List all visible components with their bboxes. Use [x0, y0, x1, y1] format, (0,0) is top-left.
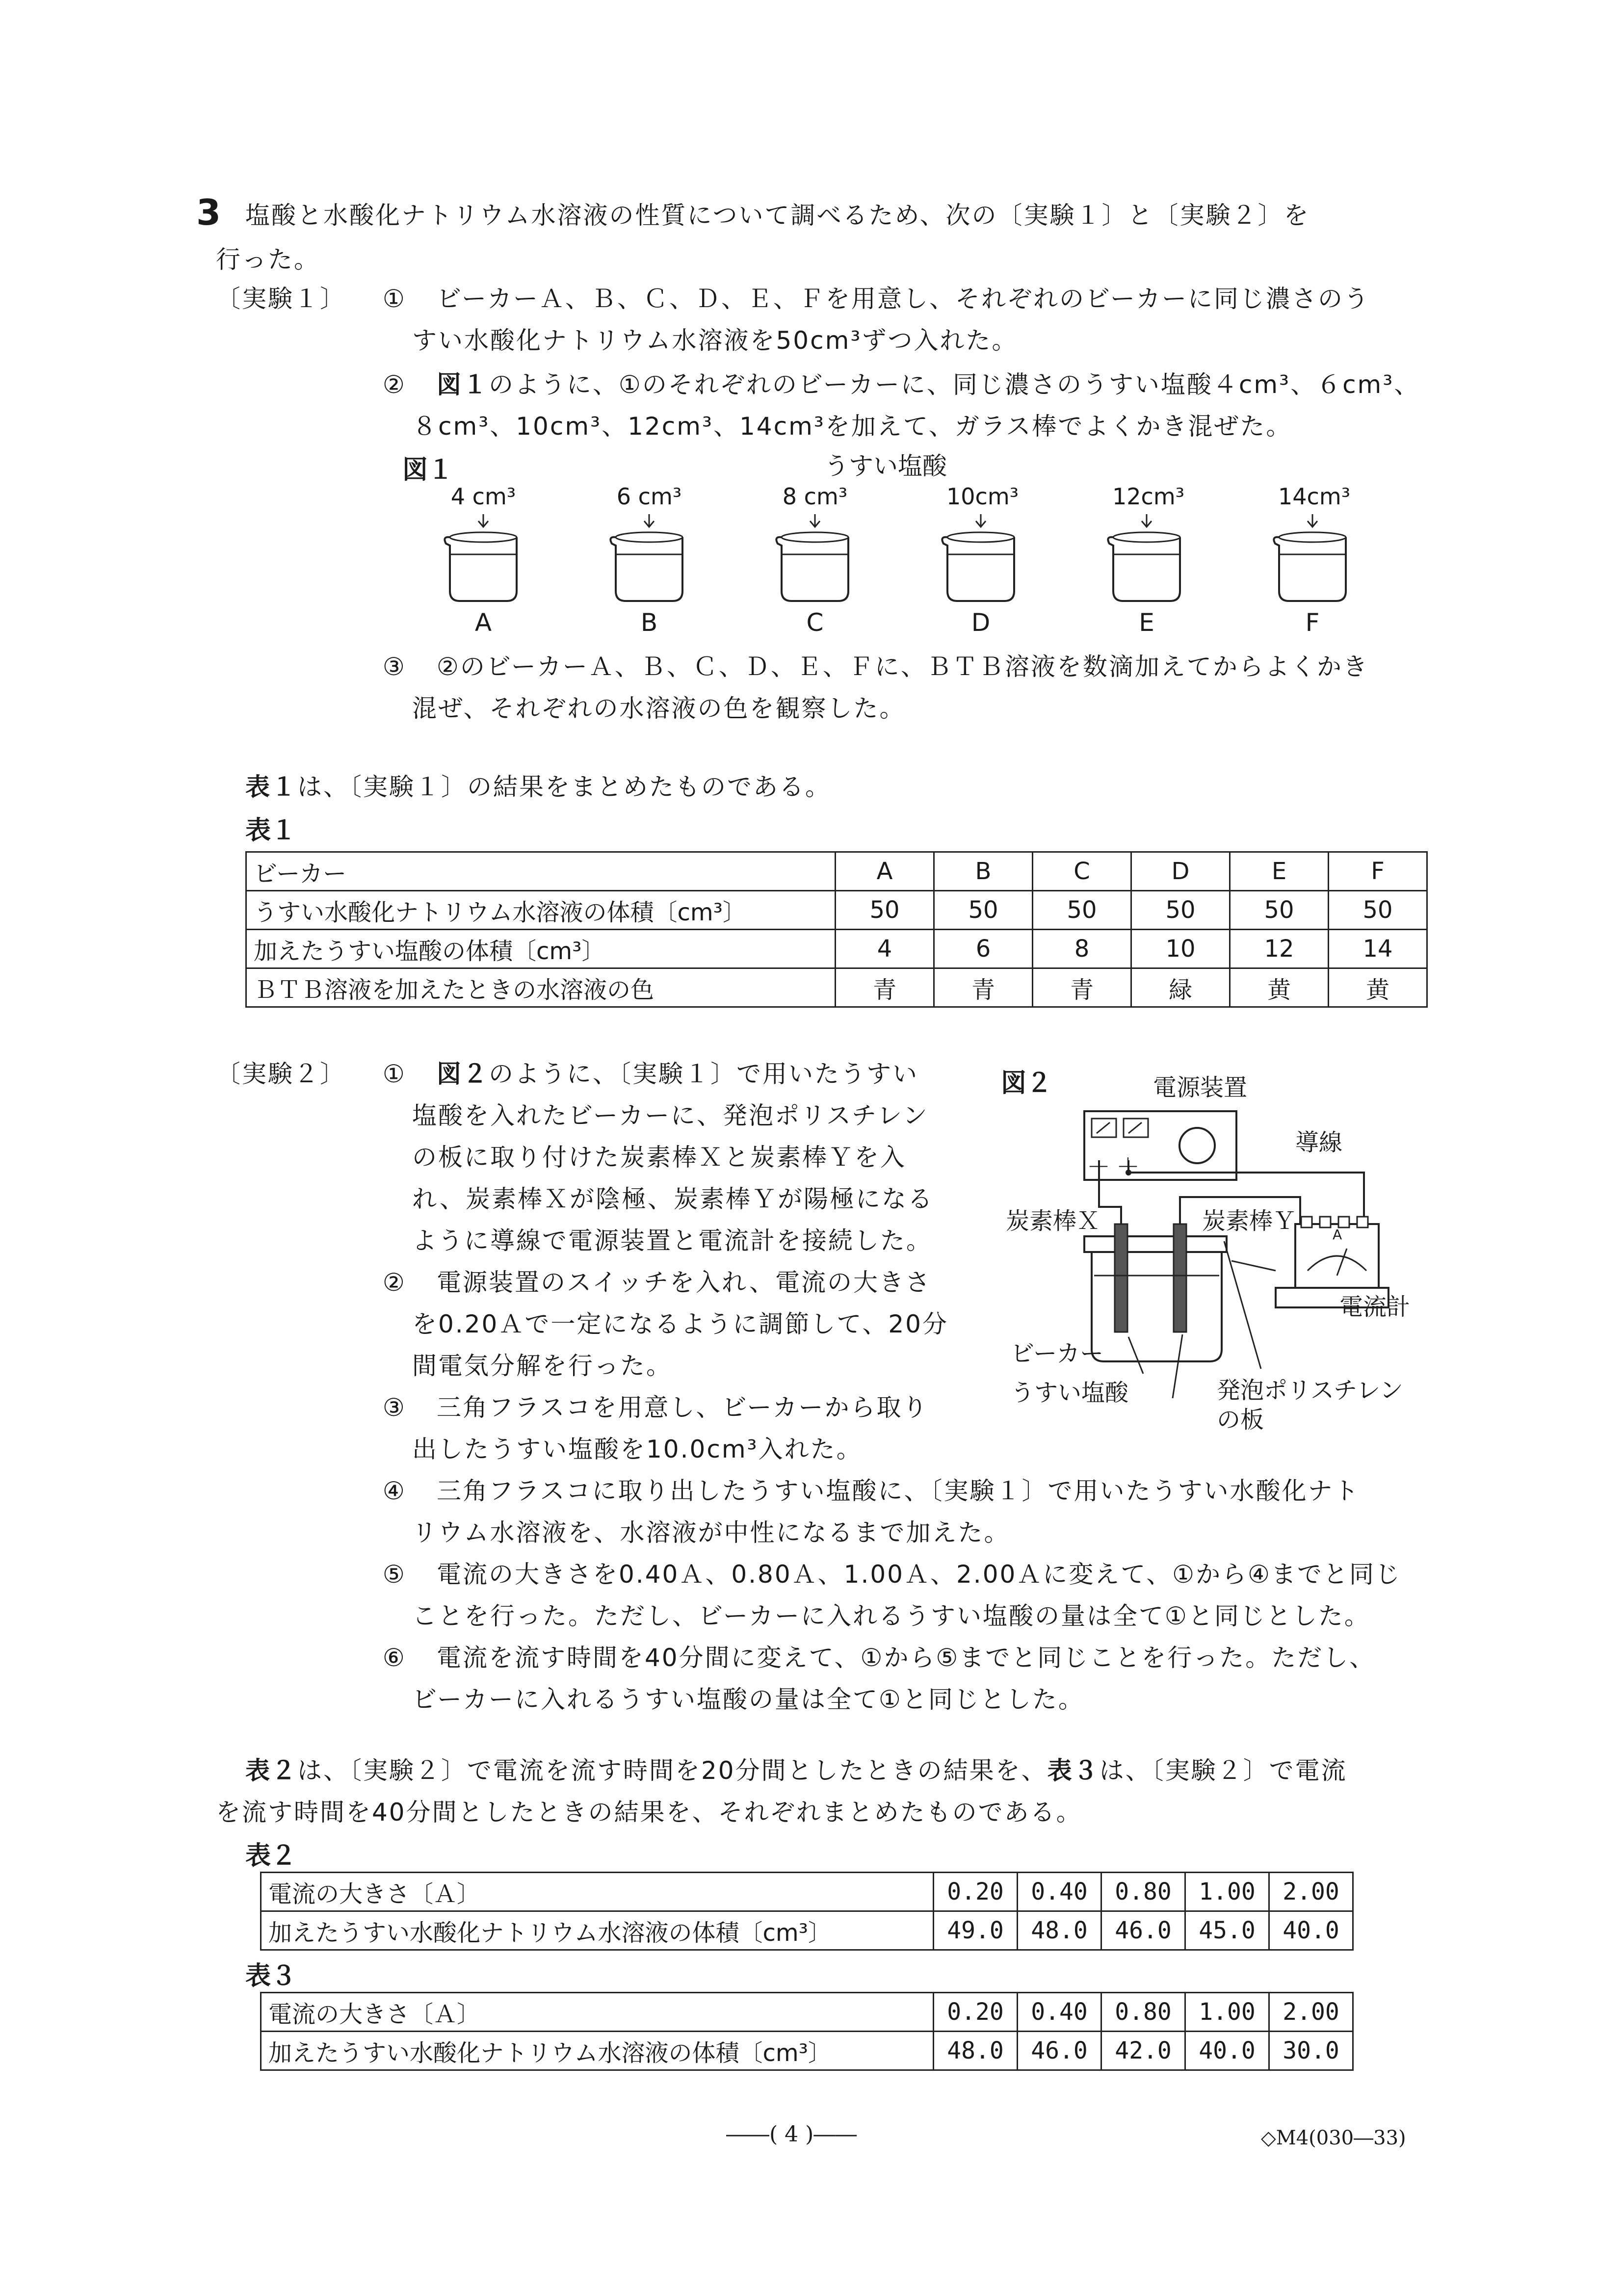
beaker-letter: B	[640, 608, 658, 637]
acid-arrow-icon	[478, 514, 488, 527]
acid-arrow-icon	[810, 514, 820, 527]
acid-arrow-icon	[976, 514, 986, 527]
exp1-step3-num: ③	[383, 652, 406, 681]
exp1-step3-line1: ②のビーカーＡ、Ｂ、Ｃ、Ｄ、Ｅ、Ｆに、ＢＴＢ溶液を数滴加えてからよくかき	[437, 652, 1369, 681]
table1-cell: 黄	[1230, 968, 1329, 1007]
table1-cell: 14	[1329, 930, 1427, 968]
beaker-rim	[1279, 532, 1346, 542]
table1-row	[246, 891, 1427, 930]
table1-intro: 表１は、〔実験１〕の結果をまとめたものである。	[245, 773, 831, 801]
table2-cell: 48.0	[1018, 1911, 1101, 1950]
exp2-step2-l3: 間電気分解を行った。	[412, 1352, 672, 1380]
table2-cell: 46.0	[1101, 1911, 1185, 1950]
table3-row-label: 加えたうすい水酸化ナトリウム水溶液の体積〔cm³〕	[261, 2032, 934, 2070]
beaker-letter: A	[474, 608, 492, 637]
table1-cell: A	[836, 852, 934, 891]
table2-row-label: 電流の大きさ〔Ａ〕	[261, 1873, 934, 1911]
page-code: ◇M4(030―33)	[1261, 2127, 1406, 2149]
exp2-step2-l1: 電源装置のスイッチを入れ、電流の大きさ	[437, 1268, 931, 1297]
acid-volume-label: 6 cm³	[616, 483, 682, 510]
beaker-F	[1274, 537, 1346, 601]
table1-row	[246, 852, 1427, 891]
table3-cell: 30.0	[1269, 2032, 1353, 2070]
table3-cell: 46.0	[1018, 2032, 1101, 2070]
table1-cell: 4	[836, 930, 934, 968]
acid-volume-label: 4 cm³	[450, 483, 516, 510]
table1-cell: 6	[934, 930, 1033, 968]
exp2-step4-l1: 三角フラスコに取り出したうすい塩酸に、〔実験１〕で用いたうすい水酸化ナト	[437, 1477, 1360, 1505]
fig1-ref: 図１	[437, 370, 489, 399]
table2-cell: 40.0	[1269, 1911, 1353, 1950]
exp1-step1-num: ①	[383, 285, 406, 313]
table1-cell: 8	[1033, 930, 1131, 968]
table1-row	[246, 930, 1427, 968]
table3-cell: 40.0	[1185, 2032, 1269, 2070]
beaker-rim	[947, 532, 1014, 542]
exp1-label: 〔実験１〕	[216, 285, 346, 313]
table3-row	[261, 1993, 1353, 2032]
table1-cell: 青	[1033, 968, 1131, 1007]
exp1-step2-num: ②	[383, 370, 406, 399]
table1-cell: 青	[934, 968, 1033, 1007]
label-board-2: の板	[1217, 1406, 1264, 1434]
table1-cell: 50	[836, 891, 934, 930]
acid-volume-label: 10cm³	[946, 483, 1019, 510]
table2-title: 表２	[245, 1841, 297, 1871]
table3-title: 表３	[245, 1961, 297, 1991]
power-knob-icon	[1179, 1128, 1215, 1163]
acid-arrow-icon	[1142, 514, 1152, 527]
beaker-rim	[450, 532, 517, 542]
table1-row-label: うすい水酸化ナトリウム水溶液の体積〔cm³〕	[246, 891, 836, 930]
figure1-beakers-drawing	[0, 0, 1624, 638]
table2-cell: 0.80	[1101, 1873, 1185, 1911]
intro-line-1: 塩酸と水酸化ナトリウム水溶液の性質について調べるため、次の〔実験１〕と〔実験２〕を	[245, 201, 1310, 230]
exp1-step3-line2: 混ぜ、それぞれの水溶液の色を観察した。	[412, 694, 906, 723]
beaker-rim	[616, 532, 682, 542]
table2	[260, 1872, 1354, 1951]
beaker-letter: F	[1305, 608, 1320, 637]
exp2-step6-l2: ビーカーに入れるうすい塩酸の量は全て①と同じとした。	[412, 1685, 1084, 1714]
exp2-step5-l1: 電流の大きさを0.40Ａ、0.80Ａ、1.00Ａ、2.00Ａに変えて、①から④までと同じ	[437, 1560, 1401, 1589]
label-acid: うすい塩酸	[1011, 1379, 1129, 1407]
table2-cell: 45.0	[1185, 1911, 1269, 1950]
table2-row	[261, 1873, 1353, 1911]
table1-cell: 10	[1131, 930, 1230, 968]
table2-cell: 1.00	[1185, 1873, 1269, 1911]
label-ammeter: 電流計	[1339, 1293, 1411, 1321]
label-rod-y: 炭素棒Ｙ	[1202, 1207, 1297, 1235]
table1-cell: F	[1329, 852, 1427, 891]
ammeter-symbol: A	[1333, 1226, 1342, 1243]
table3-cell: 0.40	[1018, 1993, 1101, 2032]
question-number: 3	[196, 192, 221, 233]
table2-cell: 49.0	[934, 1911, 1018, 1950]
table1-title: 表１	[245, 816, 297, 845]
polystyrene-board	[1084, 1236, 1227, 1252]
exp2-label: 〔実験２〕	[216, 1060, 346, 1088]
acid-volume-label: 14cm³	[1278, 483, 1351, 510]
label-beaker: ビーカー	[1011, 1340, 1104, 1367]
exp2-step3-l2: 出したうすい塩酸を10.0cm³入れた。	[412, 1435, 863, 1463]
exp2-step1-l3: の板に取り付けた炭素棒Ｘと炭素棒Ｙを入	[412, 1143, 906, 1172]
table1-cell: 50	[934, 891, 1033, 930]
table1-cell: 青	[836, 968, 934, 1007]
table2-row	[261, 1911, 1353, 1950]
table1-cell: 50	[1131, 891, 1230, 930]
acid-arrow-icon	[1308, 514, 1317, 527]
label-power-supply: 電源装置	[1153, 1074, 1248, 1101]
label-rod-x: 炭素棒Ｘ	[1006, 1207, 1100, 1235]
table1-row-label: 加えたうすい塩酸の体積〔cm³〕	[246, 930, 836, 968]
exp1-step2-line1: 図１のように、①のそれぞれのビーカーに、同じ濃さのうすい塩酸４cm³、６cm³、	[437, 370, 1420, 399]
acid-volume-label: 8 cm³	[782, 483, 848, 510]
table2-row-label: 加えたうすい水酸化ナトリウム水溶液の体積〔cm³〕	[261, 1911, 934, 1950]
exp2-step1-num: ①	[383, 1060, 406, 1088]
table1-cell: E	[1230, 852, 1329, 891]
exp1-step1-line2: すい水酸化ナトリウム水溶液を50cm³ずつ入れた。	[412, 326, 1018, 355]
beaker-letter: C	[806, 608, 824, 637]
table3-cell: 48.0	[934, 2032, 1018, 2070]
exp2-step2-l2: を0.20Ａで一定になるように調節して、20分	[412, 1310, 948, 1338]
table3-cell: 42.0	[1101, 2032, 1185, 2070]
exp2-step4-num: ④	[383, 1477, 406, 1505]
beaker-B	[610, 537, 682, 601]
label-wire: 導線	[1295, 1129, 1343, 1156]
table1-cell: 緑	[1131, 968, 1230, 1007]
table1-cell: D	[1131, 852, 1230, 891]
tables23-intro-line2: を流す時間を40分間としたときの結果を、それぞれまとめたものである。	[216, 1798, 1082, 1826]
beaker-letter: D	[971, 608, 991, 637]
figure1-acid-label: うすい塩酸	[824, 452, 947, 480]
exp1-step1-line1: ビーカーＡ、Ｂ、Ｃ、Ｄ、Ｅ、Ｆを用意し、それぞれのビーカーに同じ濃さのう	[437, 285, 1370, 313]
figure1-title: 図１	[402, 455, 454, 485]
carbon-rod-x	[1115, 1224, 1127, 1332]
label-board-1: 発泡ポリスチレン	[1217, 1377, 1403, 1404]
table1-cell: 黄	[1329, 968, 1427, 1007]
table1-row-label: ＢＴＢ溶液を加えたときの水溶液の色	[246, 968, 836, 1007]
exp2-step1-l1: 図２のように、〔実験１〕で用いたうすい	[437, 1060, 918, 1088]
table2-cell: 2.00	[1269, 1873, 1353, 1911]
table1-cell: 12	[1230, 930, 1329, 968]
acid-arrow-icon	[644, 514, 654, 527]
beaker-E	[1108, 537, 1180, 601]
label-minus: －	[1087, 1153, 1111, 1181]
beaker-rim	[782, 532, 848, 542]
exp2-step5-l2: ことを行った。ただし、ビーカーに入れるうすい塩酸の量は全て①と同じとした。	[412, 1602, 1370, 1630]
beaker-C	[776, 537, 848, 601]
page-number: ――( 4 )――	[726, 2122, 857, 2147]
exp2-step6-num: ⑥	[383, 1644, 406, 1672]
table1	[245, 851, 1428, 1008]
exp2-step5-num: ⑤	[383, 1560, 406, 1589]
table3-cell: 0.20	[934, 1993, 1018, 2032]
table2-cell: 0.40	[1018, 1873, 1101, 1911]
exp2-step4-l2: リウム水溶液を、水溶液が中性になるまで加えた。	[412, 1518, 1010, 1547]
exp2-step2-num: ②	[383, 1268, 406, 1297]
exp2-step3-l1: 三角フラスコを用意し、ビーカーから取り	[437, 1393, 929, 1422]
table1-row-label: ビーカー	[246, 852, 836, 891]
exp2-step6-l1: 電流を流す時間を40分間に変えて、①から⑤までと同じことを行った。ただし、	[437, 1644, 1376, 1672]
table1-cell: B	[934, 852, 1033, 891]
carbon-rod-y	[1174, 1224, 1186, 1332]
tables23-intro-line1: 表２は、〔実験２〕で電流を流す時間を20分間としたときの結果を、表３は、〔実験２〕で電流	[245, 1756, 1347, 1785]
table3-row	[261, 2032, 1353, 2070]
table1-cell: C	[1033, 852, 1131, 891]
acid-volume-label: 12cm³	[1112, 483, 1185, 510]
table3-cell: 2.00	[1269, 1993, 1353, 2032]
table1-cell: 50	[1033, 891, 1131, 930]
fig2-ref: 図２	[437, 1060, 489, 1088]
table2-cell: 0.20	[934, 1873, 1018, 1911]
beaker-letter: E	[1139, 608, 1154, 637]
exp2-step1-l2: 塩酸を入れたビーカーに、発泡ポリスチレン	[412, 1101, 929, 1130]
intro-line-2: 行った。	[216, 245, 320, 274]
table1-cell: 50	[1230, 891, 1329, 930]
beaker	[1092, 1251, 1222, 1361]
beaker-A	[445, 537, 517, 601]
label-plus: ＋	[1116, 1153, 1140, 1181]
beaker-D	[942, 537, 1014, 601]
exp2-step1-l4: れ、炭素棒Ｘが陰極、炭素棒Ｙが陽極になる	[412, 1185, 934, 1213]
exp1-step2-line2: ８cm³、10cm³、12cm³、14cm³を加えて、ガラス棒でよくかき混ぜた。	[412, 412, 1292, 441]
table1-cell: 50	[1329, 891, 1427, 930]
exp2-step1-l5: ように導線で電源装置と電流計を接続した。	[412, 1226, 932, 1255]
table3-row-label: 電流の大きさ〔Ａ〕	[261, 1993, 934, 2032]
beaker-rim	[1113, 532, 1180, 542]
table3	[260, 1992, 1354, 2071]
figure2-title: 図２	[1001, 1069, 1052, 1098]
table3-cell: 1.00	[1185, 1993, 1269, 2032]
exp2-step3-num: ③	[383, 1393, 406, 1422]
table3-cell: 0.80	[1101, 1993, 1185, 2032]
table1-row	[246, 968, 1427, 1007]
